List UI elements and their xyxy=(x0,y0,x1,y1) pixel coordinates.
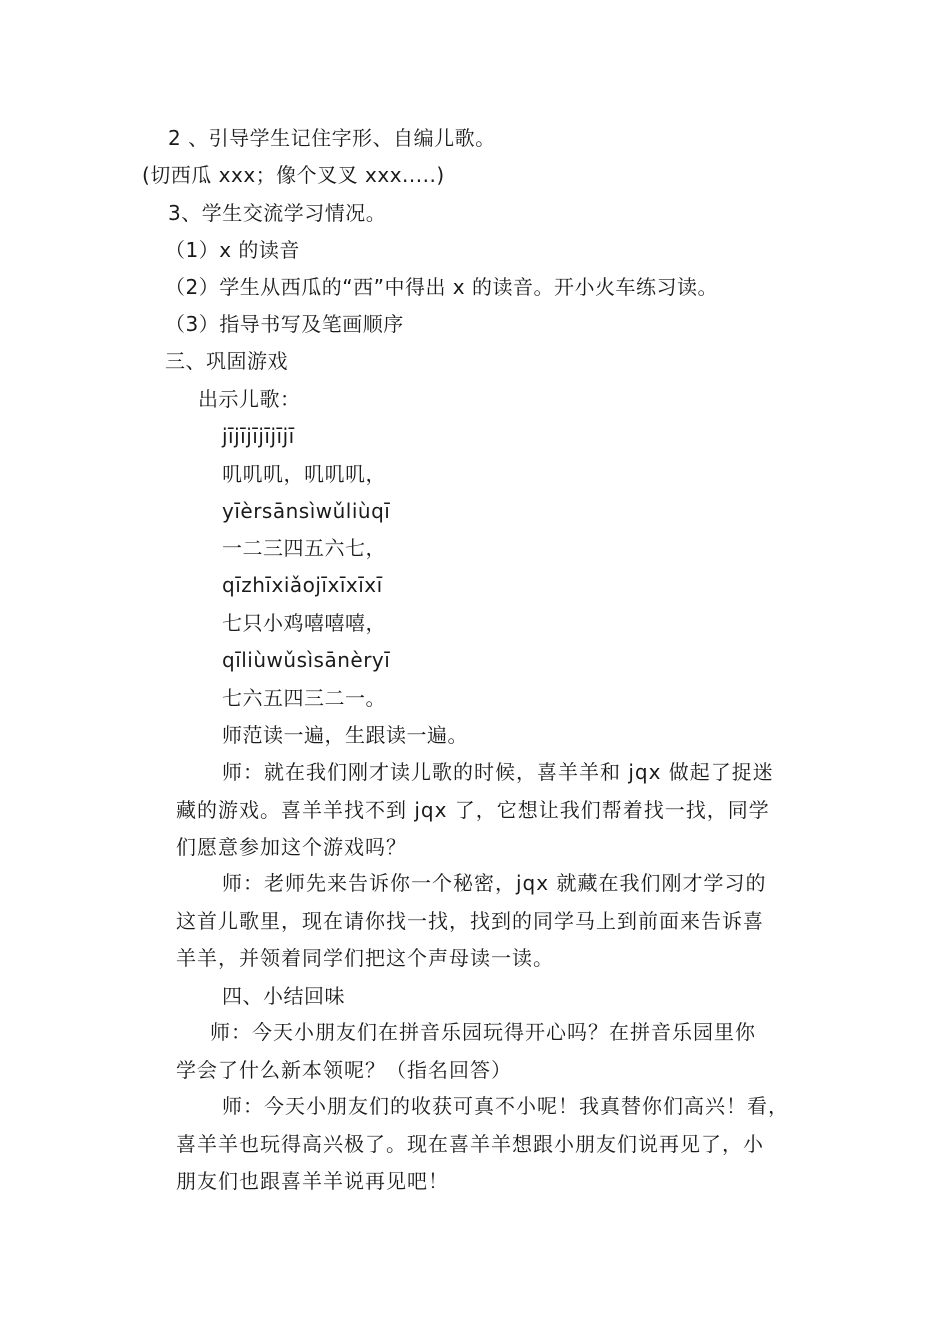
rhyme-pinyin-1: jījījījījījī xyxy=(222,424,295,448)
teacher-paragraph-4 xyxy=(176,1088,789,1201)
paragraph-line: 羊羊，并领着同学们把这个声母读一读。 xyxy=(176,946,554,970)
paragraph-line: 师：就在我们刚才读儿歌的时候，喜羊羊和 jqx 做起了捉迷 xyxy=(222,760,774,784)
sub-step-2-line: （2）学生从西瓜的“西”中得出 x 的读音。开小火车练习读。 xyxy=(165,275,718,299)
paragraph-line: 这首儿歌里，现在请你找一找，找到的同学马上到前面来告诉喜 xyxy=(176,908,764,933)
paragraph-line: 藏的游戏。喜羊羊找不到 jqx 了，它想让我们帮着找一找，同学 xyxy=(176,797,770,822)
paragraph-line: 师：老师先来告诉你一个秘密，jqx 就藏在我们刚才学习的 xyxy=(222,871,767,895)
teacher-paragraph-1 xyxy=(176,754,774,867)
rhyme-example-line: (切西瓜 xxx；像个叉叉 xxx.....) xyxy=(142,163,445,187)
step-2-line: 2 、引导学生记住字形、自编儿歌。 xyxy=(168,126,496,150)
rhyme-hanzi-2: 一二三四五六七， xyxy=(222,536,386,560)
rhyme-pinyin-4: qīliùwǔsìsānèryī xyxy=(222,648,391,672)
show-rhyme-label: 出示儿歌： xyxy=(198,387,301,411)
paragraph-line: 师：今天小朋友们的收获可真不小呢！我真替你们高兴！看， xyxy=(222,1094,789,1118)
paragraph-line: 们愿意参加这个游戏吗？ xyxy=(176,835,407,859)
paragraph-line: 师：今天小朋友们在拼音乐园玩得开心吗？在拼音乐园里你 xyxy=(210,1020,756,1044)
teacher-paragraph-3 xyxy=(176,1014,756,1089)
paragraph-line: 学会了什么新本领呢？（指名回答） xyxy=(176,1057,512,1082)
rhyme-hanzi-1: 叽叽叽，叽叽叽， xyxy=(222,462,386,486)
paragraph-line: 喜羊羊也玩得高兴极了。现在喜羊羊想跟小朋友们说再见了，小 xyxy=(176,1131,764,1156)
rhyme-hanzi-3: 七只小鸡嘻嘻嘻， xyxy=(222,611,386,635)
paragraph-line: 朋友们也跟喜羊羊说再见吧！ xyxy=(176,1169,449,1193)
section-3-heading: 三、巩固游戏 xyxy=(165,349,288,373)
teacher-paragraph-2 xyxy=(176,865,766,978)
section-4-heading: 四、小结回味 xyxy=(222,984,345,1008)
rhyme-pinyin-2: yīèrsānsìwǔliùqī xyxy=(222,499,391,523)
rhyme-hanzi-4: 七六五四三二一。 xyxy=(222,686,386,710)
teacher-read-line: 师范读一遍，生跟读一遍。 xyxy=(222,723,468,747)
rhyme-pinyin-3: qīzhīxiǎojīxīxīxī xyxy=(222,573,383,597)
sub-step-1-line: （1）x 的读音 xyxy=(165,238,300,262)
sub-step-3-line: （3）指导书写及笔画顺序 xyxy=(165,312,404,336)
step-3-line: 3、学生交流学习情况。 xyxy=(168,201,387,225)
